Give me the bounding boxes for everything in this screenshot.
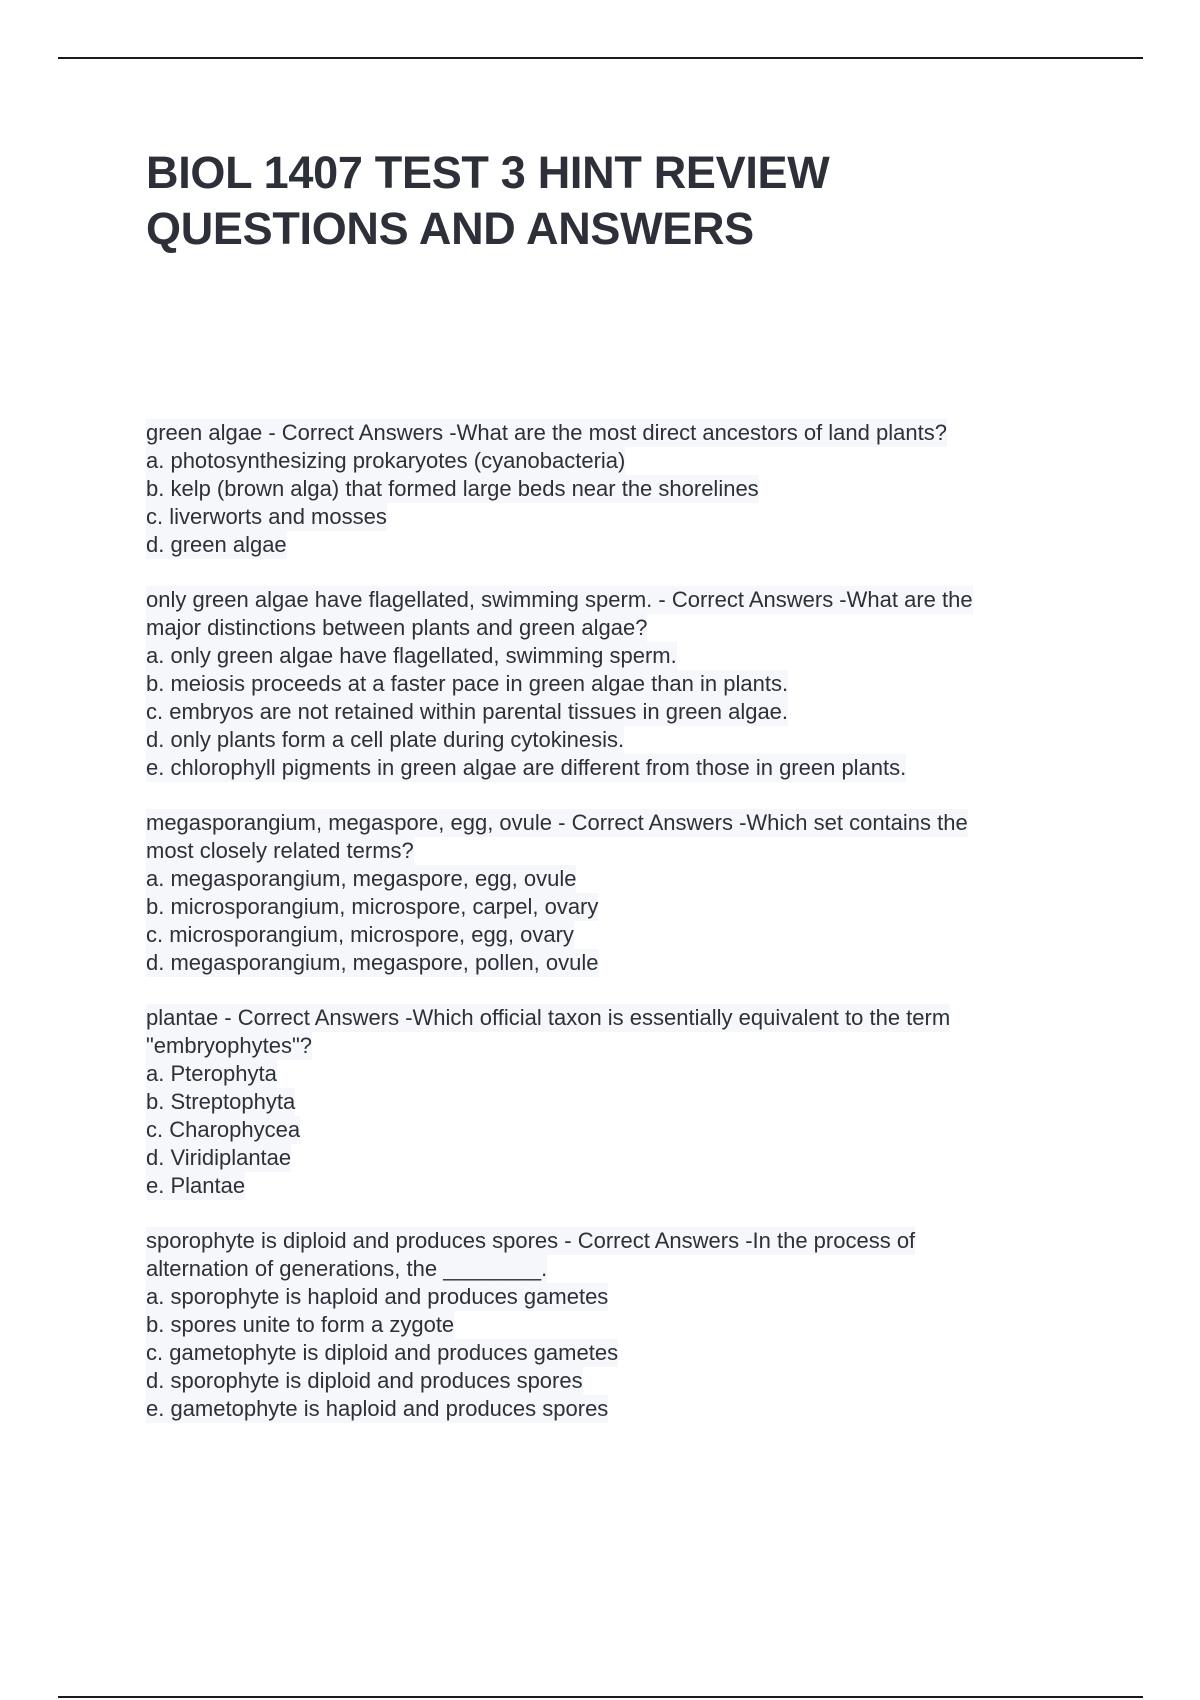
qa-block-1 [146,419,1066,559]
question-text: most closely related terms? [146,838,414,863]
answer-option: d. sporophyte is diploid and produces spores [146,1368,583,1393]
document-body [146,145,1066,1450]
answer-option: b. microsporangium, microspore, carpel, ovary [146,894,599,919]
question-text: green algae - Correct Answers -What are the most direct ancestors of land plants? [146,420,947,445]
answer-option: c. liverworts and mosses [146,504,387,529]
document-title-line-1: BIOL 1407 TEST 3 HINT REVIEW [146,147,830,198]
answer-option: e. chlorophyll pigments in green algae are different from those in green plants. [146,755,907,780]
answer-option: b. spores unite to form a zygote [146,1312,455,1337]
document-title [146,145,1066,257]
answer-option: b. meiosis proceeds at a faster pace in green algae than in plants. [146,671,789,696]
question-text: sporophyte is diploid and produces spores - Correct Answers -In the process of [146,1228,916,1253]
answer-option: c. microsporangium, microspore, egg, ovary [146,922,574,947]
answer-option: d. megasporangium, megaspore, pollen, ovule [146,950,599,975]
answer-option: a. photosynthesizing prokaryotes (cyanobacteria) [146,448,626,473]
question-text: only green algae have flagellated, swimming sperm. - Correct Answers -What are the [146,587,973,612]
qa-block-2 [146,586,1066,782]
answer-option: b. Streptophyta [146,1089,296,1114]
qa-block-4 [146,1004,1066,1200]
question-text: "embryophytes"? [146,1033,313,1058]
answer-option: d. Viridiplantae [146,1145,292,1170]
question-text: plantae - Correct Answers -Which official taxon is essentially equivalent to the term [146,1005,951,1030]
answer-option: e. Plantae [146,1173,246,1198]
question-text: alternation of generations, the ________. [146,1256,548,1281]
answer-option: a. Pterophyta [146,1061,277,1086]
qa-block-3 [146,809,1066,977]
answer-option: a. only green algae have flagellated, swimming sperm. [146,643,677,668]
top-divider [58,57,1143,59]
question-text: major distinctions between plants and green algae? [146,615,648,640]
bottom-divider [58,1696,1143,1698]
answer-option: c. Charophycea [146,1117,301,1142]
qa-block-5 [146,1227,1066,1423]
answer-option: b. kelp (brown alga) that formed large beds near the shorelines [146,476,759,501]
answer-option: e. gametophyte is haploid and produces spores [146,1396,609,1421]
answer-option: d. green algae [146,532,287,557]
answer-option: c. gametophyte is diploid and produces gametes [146,1340,619,1365]
answer-option: c. embryos are not retained within parental tissues in green algae. [146,699,789,724]
answer-option: a. megasporangium, megaspore, egg, ovule [146,866,577,891]
document-title-line-2: QUESTIONS AND ANSWERS [146,203,754,254]
answer-option: a. sporophyte is haploid and produces gametes [146,1284,609,1309]
question-text: megasporangium, megaspore, egg, ovule - Correct Answers -Which set contains the [146,810,968,835]
answer-option: d. only plants form a cell plate during cytokinesis. [146,727,625,752]
qa-list [146,419,1066,1423]
